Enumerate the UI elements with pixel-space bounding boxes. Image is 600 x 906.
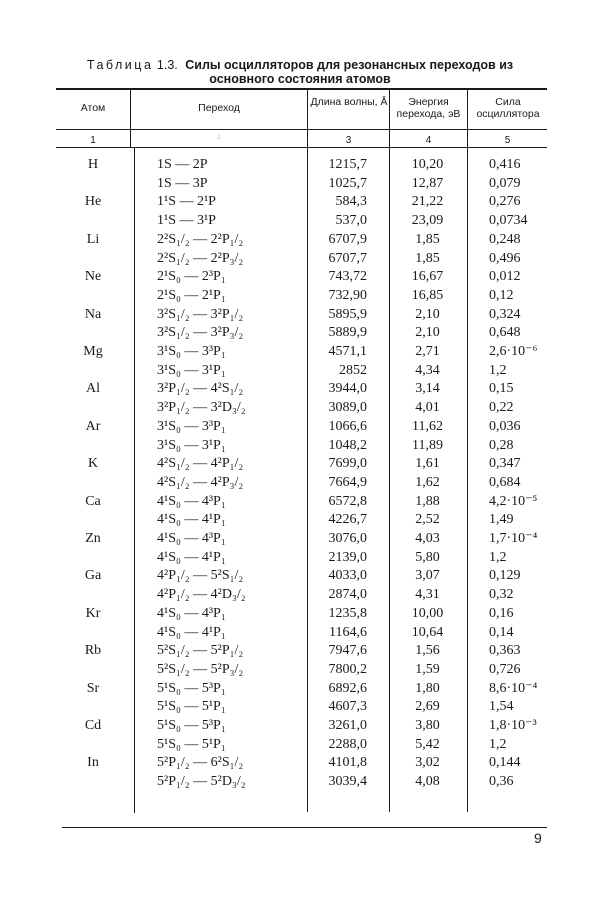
transition-cell: 2¹S₀ — 2³P₁ (157, 269, 226, 285)
transition-cell: 5¹S₀ — 5³P₁ (157, 680, 226, 696)
transition-cell: 5¹S₀ — 5¹P₁ (157, 736, 226, 752)
table-row (56, 623, 547, 642)
transition-cell: 2²S₁/₂ — 2²P₁/₂ (157, 231, 244, 247)
atom-cell: H (87, 157, 99, 172)
energy-cell: 3,14 (415, 381, 440, 397)
transition-cell: 4²S₁/₂ — 4²P₁/₂ (157, 456, 244, 472)
atom-cell: Ga (84, 568, 102, 584)
strength-cell: 0,36 (489, 774, 514, 790)
atom-cell: Rb (84, 643, 102, 659)
strength-cell: 1,8·10⁻³ (489, 718, 537, 733)
strength-cell: 1,2 (489, 362, 507, 378)
wavelength-cell: 2288,0 (328, 736, 367, 752)
transition-cell: 3²S₁/₂ — 3²P₃/₂ (157, 325, 244, 341)
strength-cell: 0,28 (489, 437, 514, 453)
header-atom: Атом (80, 102, 106, 114)
strength-cell: 0,496 (489, 250, 521, 266)
transition-cell: 1¹S — 3¹P (157, 213, 216, 229)
table-row (56, 548, 547, 567)
strength-cell: 0,684 (489, 474, 521, 490)
energy-cell: 1,56 (415, 643, 440, 659)
energy-cell: 12,87 (411, 175, 444, 191)
wavelength-cell: 3076,0 (328, 531, 367, 546)
transition-cell: 4¹S₀ — 4¹P₁ (157, 549, 226, 565)
wavelength-cell: 1215,7 (328, 157, 367, 172)
header-strength: Сила осциллятора (476, 96, 540, 120)
atom-cell: In (87, 755, 99, 771)
strength-cell: 0,14 (489, 624, 514, 640)
transition-cell: 4²P₁/₂ — 4²D₃/₂ (157, 587, 246, 603)
energy-cell: 11,89 (412, 437, 443, 453)
table-row (56, 379, 547, 398)
wavelength-cell: 3089,0 (328, 400, 367, 416)
table-row (56, 174, 547, 193)
wavelength-cell: 1025,7 (328, 175, 367, 191)
transition-cell: 4¹S₀ — 4³P₁ (157, 531, 226, 546)
atom-cell: Sr (86, 680, 100, 696)
strength-cell: 0,32 (489, 587, 514, 603)
energy-cell: 5,80 (415, 549, 440, 565)
table-row (56, 510, 547, 529)
table-row (56, 361, 547, 380)
atom-cell: Kr (85, 605, 101, 621)
energy-cell: 10,00 (411, 605, 444, 621)
strength-cell: 8,6·10⁻⁴ (489, 680, 538, 696)
strength-cell: 0,012 (489, 269, 521, 285)
table-row (56, 529, 547, 548)
energy-cell: 23,09 (411, 213, 444, 229)
table-row (56, 398, 547, 417)
transition-cell: 4¹S₀ — 4¹P₁ (157, 624, 226, 640)
transition-cell: 1S — 3P (157, 175, 208, 191)
wavelength-cell: 3261,0 (328, 718, 367, 733)
table-row (56, 155, 547, 174)
wavelength-cell: 1066,6 (328, 418, 367, 434)
strength-cell: 0,16 (489, 605, 514, 621)
transition-cell: 5²S₁/₂ — 5²P₃/₂ (157, 661, 244, 677)
energy-cell: 11,62 (412, 418, 443, 434)
transition-cell: 4²S₁/₂ — 4²P₃/₂ (157, 474, 244, 490)
energy-cell: 2,52 (415, 512, 440, 528)
energy-cell: 10,64 (411, 624, 444, 640)
transition-cell: 3¹S₀ — 3³P₁ (157, 418, 226, 434)
wavelength-cell: 1048,2 (328, 437, 367, 453)
column-number: 3 (345, 135, 352, 146)
strength-cell: 0,15 (489, 381, 514, 397)
strength-cell: 0,726 (489, 661, 521, 677)
table-row (56, 436, 547, 455)
energy-cell: 2,10 (415, 325, 440, 341)
table-row (56, 454, 547, 473)
strength-cell: 1,54 (489, 699, 514, 715)
wavelength-cell: 743,72 (328, 269, 367, 285)
table-row (56, 230, 547, 249)
wavelength-cell: 5895,9 (328, 306, 367, 322)
wavelength-cell: 7947,6 (328, 643, 367, 659)
table-row (56, 305, 547, 324)
transition-cell: 3¹S₀ — 3¹P₁ (157, 437, 226, 453)
energy-cell: 1,80 (415, 680, 440, 696)
table-row (56, 492, 547, 511)
transition-cell: 5²P₁/₂ — 6²S₁/₂ (157, 755, 244, 771)
table-row (56, 660, 547, 679)
wavelength-cell: 537,0 (335, 213, 367, 229)
wavelength-cell: 6707,9 (328, 231, 367, 247)
wavelength-cell: 732,90 (328, 287, 367, 303)
table-row (56, 323, 547, 342)
atom-cell: Cd (84, 718, 102, 733)
energy-cell: 3,80 (415, 718, 440, 733)
strength-cell: 0,648 (489, 325, 521, 341)
atom-cell: He (84, 194, 102, 210)
transition-cell: 3²S₁/₂ — 3²P₁/₂ (157, 306, 244, 322)
table-row (56, 753, 547, 772)
strength-cell: 0,416 (489, 157, 521, 172)
atom-cell: Mg (83, 344, 103, 359)
table-row (56, 566, 547, 585)
wavelength-cell: 7699,0 (328, 456, 367, 472)
strength-cell: 1,2 (489, 736, 507, 752)
wavelength-cell: 3039,4 (328, 774, 367, 790)
strength-cell: 0,347 (489, 456, 521, 472)
wavelength-cell: 4607,3 (328, 699, 367, 715)
energy-cell: 2,71 (415, 344, 440, 359)
header-transition: Переход (198, 102, 240, 114)
energy-cell: 3,02 (415, 755, 440, 771)
transition-cell: 4¹S₀ — 4³P₁ (157, 493, 226, 509)
strength-cell: 0,036 (489, 418, 521, 434)
transition-cell: 2²S₁/₂ — 2²P₃/₂ (157, 250, 244, 266)
transition-cell: 5¹S₀ — 5³P₁ (157, 718, 226, 733)
strength-cell: 4,2·10⁻⁵ (489, 493, 538, 509)
wavelength-cell: 2139,0 (328, 549, 367, 565)
strength-cell: 0,363 (489, 643, 521, 659)
energy-cell: 16,67 (411, 269, 444, 285)
wavelength-cell: 6707,7 (328, 250, 367, 266)
table-row (56, 473, 547, 492)
wavelength-cell: 3944,0 (328, 381, 367, 397)
transition-cell: 5²P₁/₂ — 5²D₃/₂ (157, 774, 246, 790)
table-bottom-rule (62, 827, 547, 828)
wavelength-cell: 7664,9 (328, 474, 367, 490)
energy-cell: 1,59 (415, 661, 440, 677)
wavelength-cell: 584,3 (335, 194, 367, 210)
transition-cell: 4²P₁/₂ — 5²S₁/₂ (157, 568, 244, 584)
energy-cell: 4,34 (415, 362, 440, 378)
wavelength-cell: 1235,8 (328, 605, 367, 621)
transition-cell: 4¹S₀ — 4³P₁ (157, 605, 226, 621)
transition-cell: 5²S₁/₂ — 5²P₁/₂ (157, 643, 244, 659)
table-row (56, 342, 547, 361)
caption-title: Силы осцилляторов для резонансных переходов из основного состояния атомов (185, 58, 514, 86)
header-energy: Энергия перехода, эВ (396, 96, 461, 120)
column-number: 2 (217, 135, 221, 141)
atom-cell: Ca (85, 493, 101, 509)
strength-cell: 0,248 (489, 231, 521, 247)
transition-cell: 3²P₁/₂ — 4²S₁/₂ (157, 381, 244, 397)
strength-cell: 0,276 (489, 194, 521, 210)
energy-cell: 4,03 (415, 531, 440, 546)
transition-cell: 1¹S — 2¹P (157, 194, 216, 210)
transition-cell: 1S — 2P (157, 157, 208, 172)
table-row (56, 604, 547, 623)
strength-cell: 0,22 (489, 400, 514, 416)
table-row (56, 267, 547, 286)
table-row (56, 211, 547, 230)
transition-cell: 5¹S₀ — 5¹P₁ (157, 699, 226, 715)
column-number: 4 (425, 135, 432, 146)
wavelength-cell: 2852 (339, 362, 367, 378)
energy-cell: 21,22 (411, 194, 444, 210)
table-row (56, 417, 547, 436)
strength-cell: 2,6·10⁻⁶ (489, 344, 538, 359)
energy-cell: 1,88 (415, 493, 440, 509)
energy-cell: 4,01 (415, 400, 440, 416)
atom-cell: Li (86, 231, 100, 247)
wavelength-cell: 6572,8 (328, 493, 367, 509)
atom-cell: Al (86, 381, 100, 397)
table-row (56, 697, 547, 716)
strength-cell: 0,12 (489, 287, 514, 303)
strength-cell: 1,2 (489, 549, 507, 565)
strength-cell: 0,0734 (489, 213, 528, 229)
table-row (56, 735, 547, 754)
table-row (56, 249, 547, 268)
transition-cell: 3²P₁/₂ — 3²D₃/₂ (157, 400, 246, 416)
energy-cell: 5,42 (415, 736, 440, 752)
wavelength-cell: 2874,0 (328, 587, 367, 603)
atom-cell: Zn (85, 531, 101, 546)
transition-cell: 4¹S₀ — 4¹P₁ (157, 512, 226, 528)
strength-cell: 1,7·10⁻⁴ (489, 531, 538, 546)
table-row (56, 772, 547, 791)
wavelength-cell: 6892,6 (328, 680, 367, 696)
table-caption (60, 58, 540, 86)
transition-cell: 3¹S₀ — 3³P₁ (157, 344, 226, 359)
energy-cell: 16,85 (411, 287, 444, 303)
energy-cell: 10,20 (411, 157, 444, 172)
wavelength-cell: 4226,7 (328, 512, 367, 528)
page-number: 9 (534, 830, 542, 846)
table-row (56, 286, 547, 305)
transition-cell: 2¹S₀ — 2¹P₁ (157, 287, 226, 303)
table-row (56, 641, 547, 660)
wavelength-cell: 4571,1 (328, 344, 367, 359)
column-number: 5 (504, 135, 511, 146)
column-number: 1 (90, 135, 96, 146)
table-row (56, 716, 547, 735)
energy-cell: 4,08 (415, 774, 440, 790)
energy-cell: 4,31 (415, 587, 440, 603)
wavelength-cell: 1164,6 (329, 624, 367, 640)
energy-cell: 2,10 (415, 306, 440, 322)
atom-cell: K (87, 456, 99, 472)
energy-cell: 1,62 (415, 474, 440, 490)
strength-cell: 1,49 (489, 512, 514, 528)
caption-label: Таблица (86, 58, 154, 72)
energy-cell: 1,85 (415, 250, 440, 266)
table-row (56, 192, 547, 211)
header-wavelength: Длина волны, Å (310, 96, 388, 108)
table-row (56, 585, 547, 604)
strength-cell: 0,144 (489, 755, 521, 771)
energy-cell: 2,69 (415, 699, 440, 715)
wavelength-cell: 4101,8 (328, 755, 367, 771)
wavelength-cell: 4033,0 (328, 568, 367, 584)
column-numbers-rule (56, 147, 547, 148)
atom-cell: Na (84, 306, 102, 322)
energy-cell: 1,85 (415, 231, 440, 247)
strength-cell: 0,129 (489, 568, 521, 584)
atom-cell: Ne (84, 269, 102, 285)
energy-cell: 1,61 (415, 456, 440, 472)
strength-cell: 0,079 (489, 175, 521, 191)
wavelength-cell: 5889,9 (328, 325, 367, 341)
transition-cell: 3¹S₀ — 3¹P₁ (157, 362, 226, 378)
strength-cell: 0,324 (489, 306, 521, 322)
atom-cell: Ar (85, 418, 101, 434)
wavelength-cell: 7800,2 (328, 661, 367, 677)
energy-cell: 3,07 (415, 568, 440, 584)
table-row (56, 679, 547, 698)
caption-number: 1.3. (156, 58, 178, 72)
